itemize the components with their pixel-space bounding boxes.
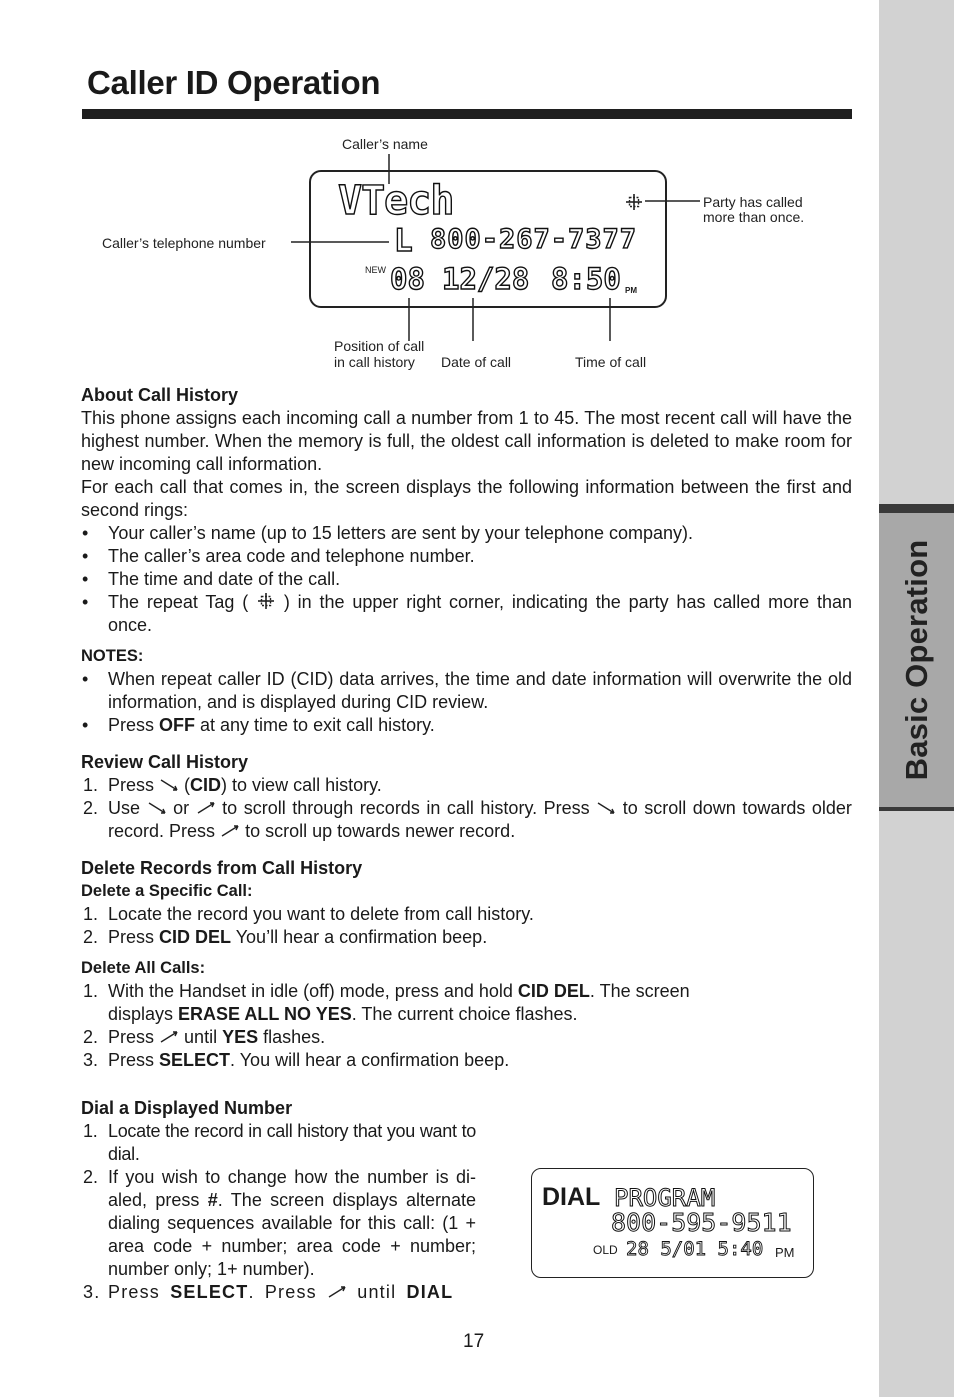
about-bullet: • The time and date of the call. (81, 568, 852, 591)
callout-callers-name: Caller’s name (342, 136, 428, 152)
main-content (81, 384, 852, 1072)
dial-heading: Dial a Displayed Number (81, 1098, 293, 1118)
notes-bullet: • When repeat caller ID (CID) data arrives, the time and date information will overwrite the old information, and is displayed during CID review. (81, 668, 852, 714)
lcd2-pm: PM (775, 1245, 795, 1260)
delete-specific-step: 2. Press CID DEL You’ll hear a confirmation beep. (83, 927, 488, 947)
callout-date: Date of call (441, 354, 512, 370)
lcd2-program: PROGRAM (614, 1184, 716, 1212)
lcd2-info: 28 5/01 5:40 (626, 1238, 764, 1260)
arrow-up-icon (196, 801, 216, 815)
review-steps (81, 774, 852, 843)
review-heading: Review Call History (81, 752, 249, 772)
repeat-tag-icon (625, 193, 643, 211)
lcd-pm: PM (625, 286, 637, 295)
dial-section (81, 1097, 476, 1304)
callout-time: Time of call (575, 354, 647, 370)
arrow-down-icon (596, 801, 616, 815)
about-bullet-repeat: • The repeat Tag ( ) in the upper right corner, indicating the party has called more than once. (81, 591, 852, 637)
review-step: 2. Use or to scroll through records in call history. Press to scroll down towards older record. Press to scroll up towards newer record. (83, 798, 852, 841)
about-para-1: This phone assigns each incoming call a number from 1 to 45. The most recent call will have the highest number. When the memory is full, the oldest call information is deleted to make room for new incoming call information. (81, 408, 852, 474)
dial-step: 3. Press SELECT. Press until DIAL (83, 1282, 454, 1302)
delete-specific-heading: Delete a Specific Call: (81, 882, 253, 900)
arrow-up-icon (327, 1285, 347, 1299)
section-tab (879, 504, 954, 811)
arrow-down-icon (159, 778, 179, 792)
lcd-marker: L (394, 223, 413, 259)
repeat-tag-icon (256, 592, 276, 610)
delete-specific-step: 1. Locate the record you want to delete from call history. (83, 904, 534, 924)
lcd-number: 800-267-7377 (430, 224, 638, 255)
page-title: Caller ID Operation (87, 64, 381, 101)
notes-bullets (81, 668, 852, 737)
about-bullets (81, 522, 852, 637)
delete-all-steps (81, 980, 852, 1072)
review-step: 1. Press (CID) to view call history. (83, 775, 382, 795)
lcd-date: 12/28 (442, 262, 530, 296)
lcd-name: VTech (338, 178, 454, 224)
callout-party-called-2: more than once. (703, 209, 805, 225)
lcd-time: 8:50 (551, 262, 621, 296)
arrow-up-icon (220, 824, 240, 838)
callout-position-2: in call history (334, 354, 415, 370)
dial-steps (81, 1120, 476, 1304)
notes-heading: NOTES: (81, 647, 144, 665)
arrow-down-icon (147, 801, 167, 815)
lcd2-number: 800-595-9511 (611, 1208, 792, 1237)
notes-bullet: • Press OFF at any time to exit call history. (81, 714, 852, 737)
delete-all-step: 2. Press until YES flashes. (83, 1027, 326, 1047)
about-bullet: • The caller’s area code and telephone number. (81, 545, 852, 568)
section-tab-label: Basic Operation (898, 539, 934, 781)
delete-heading: Delete Records from Call History (81, 858, 363, 878)
lcd-new: NEW (365, 265, 386, 275)
callout-position-1: Position of call (334, 338, 425, 354)
callout-phone-number: Caller’s telephone number (102, 235, 266, 251)
lcd2-old: OLD (593, 1243, 618, 1257)
page-number: 17 (463, 1331, 485, 1352)
callout-party-called-1: Party has called (703, 194, 803, 210)
about-heading: About Call History (81, 385, 239, 405)
dial-step: 2. If you wish to change how the number is di-aled, press #. The screen displays alternate dialing sequences available for this call: (1 + area code + number; area code + number; number only; 1+ number). (83, 1167, 476, 1279)
delete-all-step: 3. Press SELECT. You will hear a confirmation beep. (83, 1050, 510, 1070)
dial-step: 1. Locate the record in call history that you want to dial. (83, 1121, 476, 1164)
about-para-2: For each call that comes in, the screen displays the following information between the first and second rings: (81, 477, 852, 520)
lcd-position: 08 (390, 262, 425, 296)
lcd2-dial: DIAL (542, 1183, 601, 1211)
delete-all-heading: Delete All Calls: (81, 959, 206, 977)
about-bullet: • Your caller’s name (up to 15 letters are sent by your telephone company). (81, 522, 852, 545)
delete-all-step: 1. With the Handset in idle (off) mode, press and hold CID DEL. The screen displays ERASE ALL NO YES. The current choice flashes. (83, 981, 690, 1024)
arrow-up-icon (159, 1030, 179, 1044)
delete-specific-steps (81, 903, 852, 949)
